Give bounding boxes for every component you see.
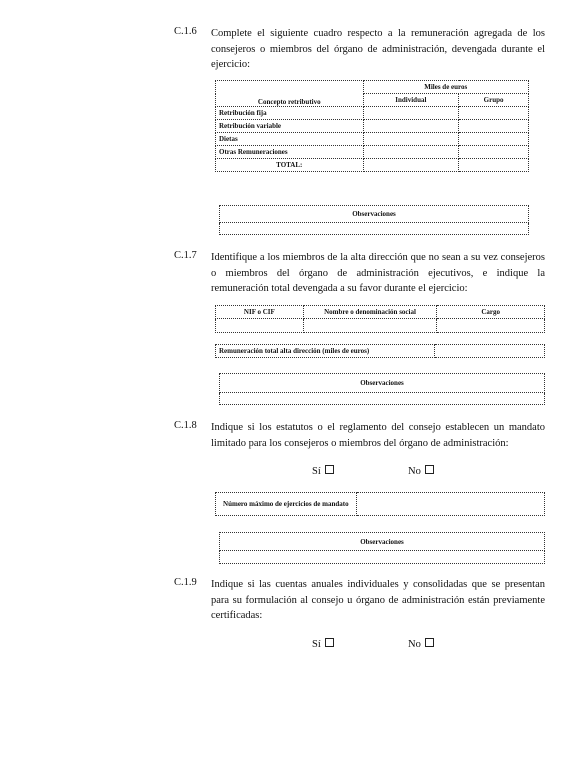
option-si-c18[interactable] bbox=[312, 465, 334, 477]
section-number-c18: C.1.8 bbox=[174, 420, 197, 431]
cell-nombre[interactable] bbox=[303, 319, 437, 333]
checkbox-icon[interactable] bbox=[325, 465, 334, 474]
observaciones-box-c18 bbox=[219, 532, 545, 564]
mandato-label: Número máximo de ejercicios de mandato bbox=[216, 493, 357, 516]
table-row bbox=[216, 120, 529, 133]
observaciones-field[interactable] bbox=[220, 393, 545, 405]
section-number-c17: C.1.7 bbox=[174, 250, 197, 261]
section-text-c16: Complete el siguiente cuadro respecto a la remuneración agregada de los consejeros o miembros del órgano de administración, devengada durante el ejercicio: bbox=[211, 28, 545, 70]
observaciones-field[interactable] bbox=[220, 223, 529, 235]
row-label: Retribución variable bbox=[216, 120, 364, 133]
header-concepto: Concepto retributivo bbox=[216, 81, 364, 107]
mandato-table bbox=[215, 492, 545, 516]
option-no-c18[interactable] bbox=[408, 465, 434, 477]
table-row-total bbox=[216, 159, 529, 172]
cell-grupo[interactable] bbox=[459, 133, 529, 146]
section-number-c19: C.1.9 bbox=[174, 577, 197, 588]
cell-grupo[interactable] bbox=[459, 146, 529, 159]
alta-direccion-table bbox=[215, 305, 545, 333]
row-label: Dietas bbox=[216, 133, 364, 146]
cell-individual[interactable] bbox=[363, 159, 459, 172]
table-row bbox=[216, 107, 529, 120]
total-label: TOTAL: bbox=[216, 159, 364, 172]
cell-individual[interactable] bbox=[363, 107, 459, 120]
cell-grupo[interactable] bbox=[459, 120, 529, 133]
section-text-c17: Identifique a los miembros de la alta dirección que no sean a su vez consejeros o miembros del órgano de administración ejecutivos, e indique la remuneración total devengada a su favor durante el ejercicio: bbox=[211, 252, 545, 294]
row-label: Otras Remuneraciones bbox=[216, 146, 364, 159]
option-no-label: No bbox=[408, 466, 421, 477]
header-grupo: Grupo bbox=[459, 94, 529, 107]
checkbox-icon[interactable] bbox=[425, 638, 434, 647]
row-label: Retribución fija bbox=[216, 107, 364, 120]
table-row bbox=[216, 133, 529, 146]
section-text-c19: Indique si las cuentas anuales individuales y consolidadas que se presentan para su formulación al consejo u órgano de administración están previamente certificadas: bbox=[211, 579, 545, 621]
observaciones-header: Observaciones bbox=[220, 533, 545, 551]
header-cargo: Cargo bbox=[437, 306, 545, 319]
remuneration-table bbox=[215, 80, 529, 172]
remuneracion-total-table bbox=[215, 344, 545, 358]
remuneracion-total-field[interactable] bbox=[435, 345, 545, 358]
option-no-c19[interactable] bbox=[408, 638, 434, 650]
mandato-field[interactable] bbox=[356, 493, 544, 516]
section-text-c18: Indique si los estatutos o el reglamento del consejo establecen un mandato limitado para los consejeros o miembros del órgano de administración: bbox=[211, 422, 545, 449]
observaciones-box-c16 bbox=[219, 205, 529, 235]
table-row bbox=[216, 319, 545, 333]
observaciones-field[interactable] bbox=[220, 551, 545, 564]
observaciones-header: Observaciones bbox=[220, 374, 545, 393]
header-individual: Individual bbox=[363, 94, 459, 107]
option-si-c19[interactable] bbox=[312, 638, 334, 650]
cell-cargo[interactable] bbox=[437, 319, 545, 333]
header-nombre: Nombre o denominación social bbox=[303, 306, 437, 319]
table-row bbox=[216, 146, 529, 159]
cell-grupo[interactable] bbox=[459, 107, 529, 120]
option-si-label: Sí bbox=[312, 466, 321, 477]
cell-individual[interactable] bbox=[363, 133, 459, 146]
option-si-label: Sí bbox=[312, 639, 321, 650]
remuneracion-total-label: Remuneración total alta dirección (miles de euros) bbox=[216, 345, 435, 358]
cell-nif[interactable] bbox=[216, 319, 304, 333]
section-number-c16: C.1.6 bbox=[174, 26, 197, 37]
checkbox-icon[interactable] bbox=[425, 465, 434, 474]
cell-grupo[interactable] bbox=[459, 159, 529, 172]
header-miles-euros: Miles de euros bbox=[363, 81, 528, 94]
option-no-label: No bbox=[408, 639, 421, 650]
cell-individual[interactable] bbox=[363, 120, 459, 133]
observaciones-header: Observaciones bbox=[220, 206, 529, 223]
cell-individual[interactable] bbox=[363, 146, 459, 159]
header-nif: NIF o CIF bbox=[216, 306, 304, 319]
checkbox-icon[interactable] bbox=[325, 638, 334, 647]
observaciones-box-c17 bbox=[219, 373, 545, 405]
